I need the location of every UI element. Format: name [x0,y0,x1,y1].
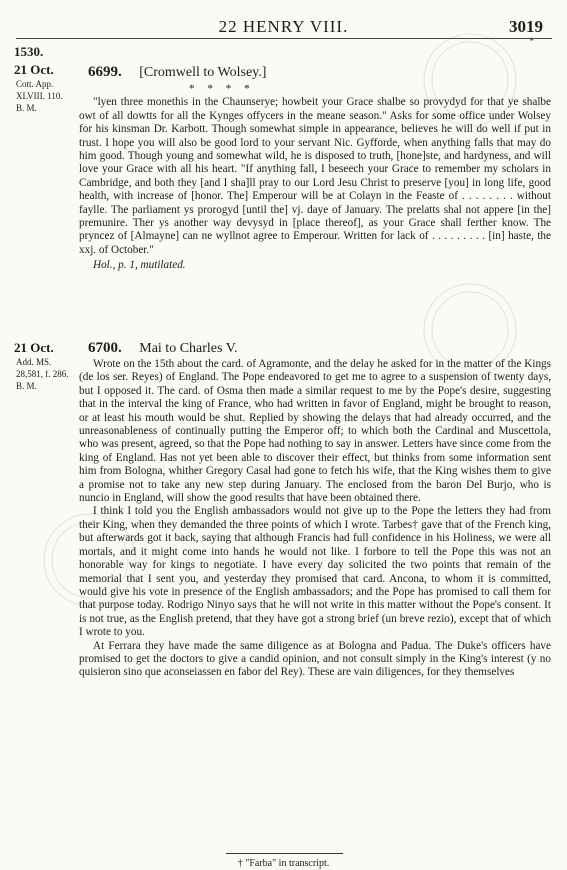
source-ref: XLVIII. 110. [16,91,63,101]
footnote-rule [226,853,343,854]
paragraph: I think I told you the English ambassadors would not give up to the Pope the letters they had from their King, when they demanded the three points of which I wrote. Tarbes† gave that of the French king, but afterwards got it back, saying that although Francis had full confidence in his Holiness, we were all mortals, and it might come into hands he would not like. I forbore to tell the Pope this was not an honorable way for kings to negotiate. I have every day solicited the two points that remain of the memorial that I sent you, and yesterday they promised that card. Ancona, to whom it is committed, would give his vote in presence of the English ambassadors; and the Pope has promised to call them for that purpose today. Rodrigo Ninyo says that he will not write in this matter without the Pope's consent. It is not true, as the English pretend, that they have got a strong brief (un breve rezio), except that of which I wrote to you. [79,505,551,639]
source-ref: Cott. App. [16,79,54,89]
entry-6700-margin [14,340,76,392]
paragraph: Wrote on the 15th about the card. of Agramonte, and the delay he asked for in the matter of the Kings (de los ser. Reyes) of England. The Pope endeavored to get me to agree to a suspension of twenty days, but I opposed it. The card. of Osma then made a similar request to me by the Pope's desire, suggesting that in the interval the king of France, who had written in favor of England, might be brought to reason, or at least his mouth would be shut. Replied by showing the delays that had already occurred, and the unreasonableness of continually putting the Emperor off; to which both the Cardinal and Muscettola, who was present, agreed, so that the Pope had nothing to say in answer. Letters have since come from the king of England. Has not yet been able to discover their effect, but thinks from some information sent him from Bologna, whither Gregory Casal had gone to fetch his wife, that the King wishes them to give a promise not to take any new step during January. The enclosed from the baron Del Burjo, who is nuncio in England, will show the good results that have been obtained there. [79,358,551,505]
source-ref: Add. MS. [16,357,52,367]
entry-6699-margin [14,62,76,114]
page-star-mark: * [529,36,534,46]
paragraph: At Ferrara they have made the same diligence as at Bologna and Padua. The Duke's officers have promised to get the doctors to give a candid opinion, and not consult simply in the King's interest (y no quisieron sino que aconseiassen en fabor del Rey). These are vain diligences, for they themselves [79,639,551,679]
page-number: 3019 [509,17,543,36]
entry-date: 21 Oct. [14,62,54,77]
running-title: 22 HENRY VIII. [218,17,349,36]
entry-title: [Cromwell to Wolsey.] [139,65,267,80]
source-ref: 28,581, f. 286. [16,369,69,379]
header-rule [16,38,552,39]
paragraph: "lyen three monethis in the Chaunserye; howbeit your Grace shalbe so provydyd for that ye shalbe owt of all dowtts for all the Kynges offycers in the meane season." Asks for some office under Wolsey for his kinsman Dr. Karbott. Though somewhat simple in appearance, believes he will do well if put in trust. I hope you will also be good lord to your servant Nic. Gyfforde, when anything falls that may do him good. Though young and somewhat wild, he is disposed to truth, [hone]ste, and hardyness, and will love your Grace with all his heart. "If anything fall, I beseech your Grace to remember my scholars in Cambridge, and both they [and I sha]ll pray to our Lord Jesu Christ to preserve [you] in long life, good health, with increase of [honor. The] Emperour will be at Colayn in the Feaste of . . . . . . . . without faylle. The parliament ys prorogyd [until the] vj. daye of January. The prelatts shal not appere [in the] premunire. Ther ys another way devysyd in [place thereof], as your Grace shall ferther know. The pryncez of [Almayne] can ne wyllnot agree to Emperour. Written for lack of . . . . . . . . . [in] haste, the xxj. of October." [79,96,551,256]
manuscript-note: Hol., p. 1, mutilated. [93,259,186,272]
entry-6699-heading [88,64,266,81]
entry-6700-heading [88,340,238,357]
entry-number: 6700. [88,340,122,356]
page-header [0,17,567,46]
entry-6700-body [79,358,551,680]
entry-title: Mai to Charles V. [139,341,238,356]
entry-date: 21 Oct. [14,340,54,355]
ellipsis-stars: * * * * [189,83,255,95]
footnote: † "Farba" in transcript. [237,858,330,869]
source-ref: B. M. [16,381,37,391]
entry-6699-body [79,83,551,273]
year-label: 1530. [14,44,44,59]
entry-number: 6699. [88,64,122,80]
source-ref: B. M. [16,103,37,113]
